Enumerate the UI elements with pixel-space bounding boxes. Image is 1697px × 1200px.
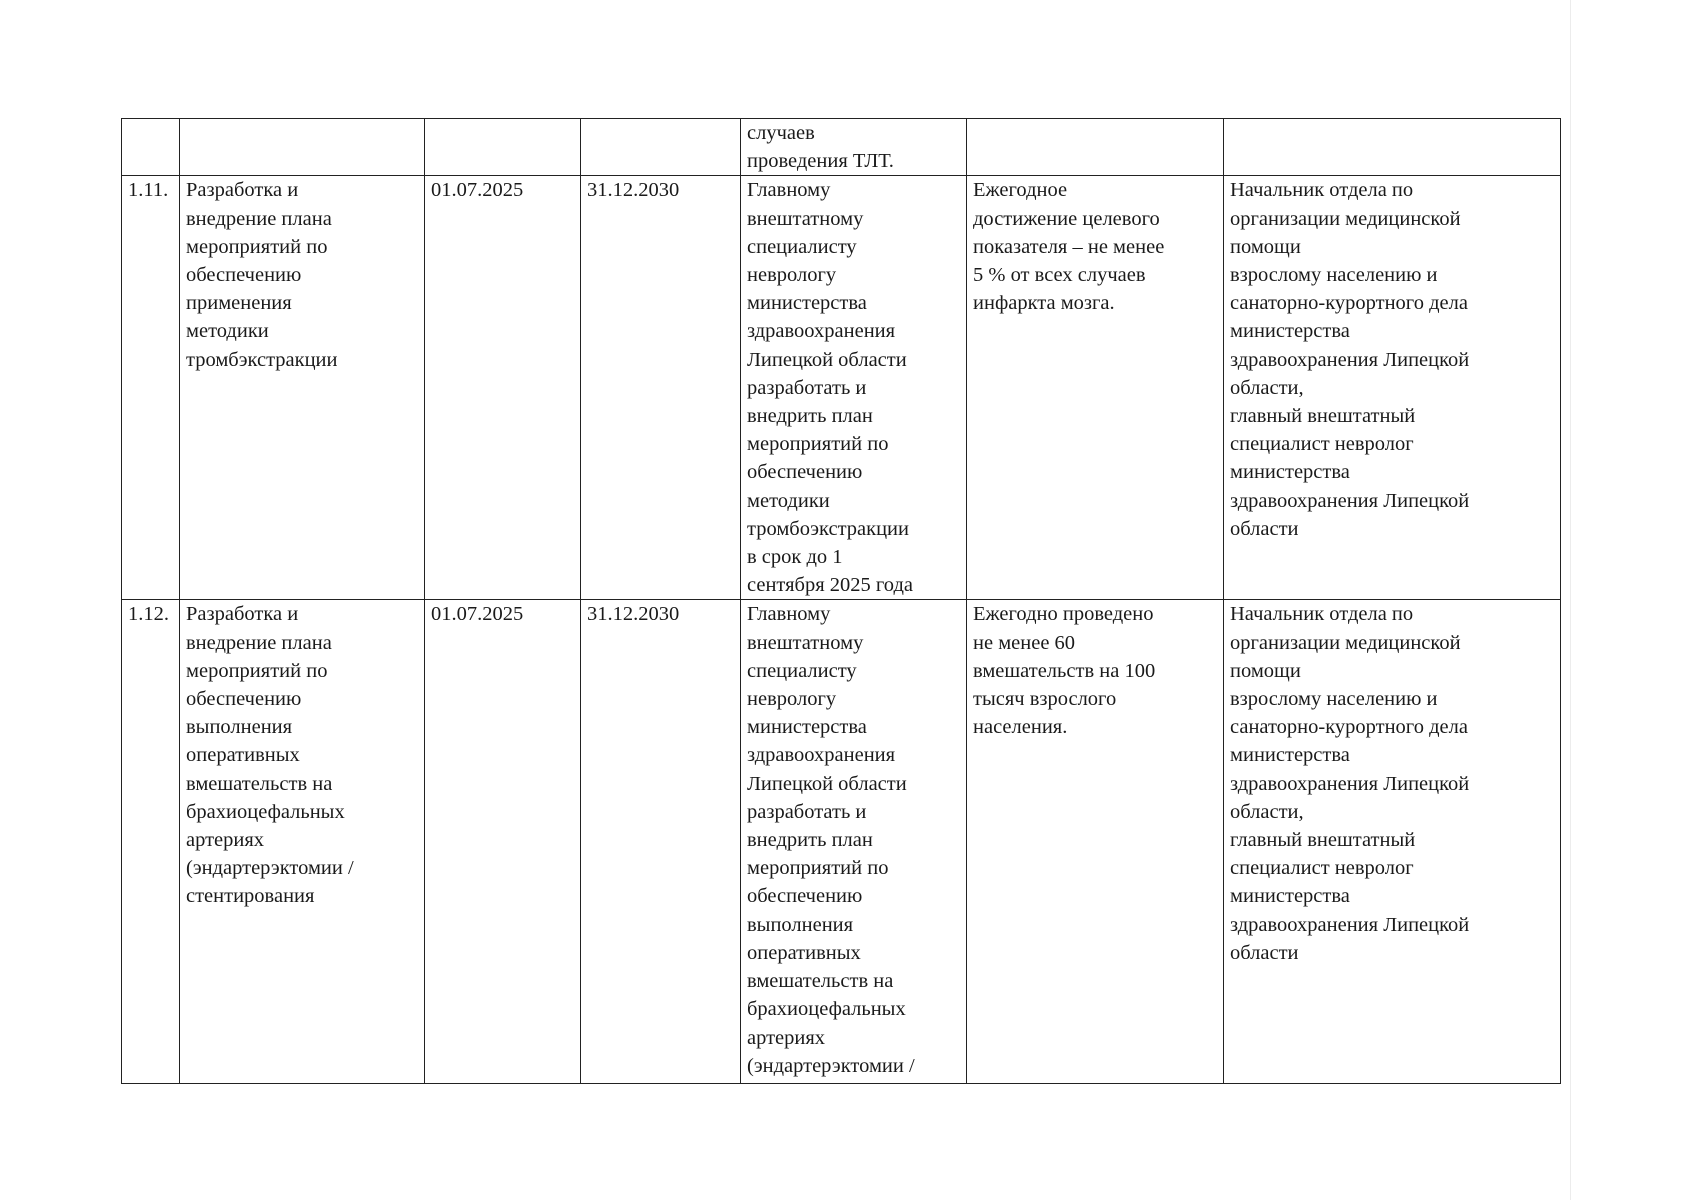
table-row-continued <box>122 119 1561 176</box>
cell-measure: Разработка и внедрение плана мероприятий по обеспечению выполнения оперативных вмешательств на брахиоцефальных артериях (эндартерэктомии / стентирования <box>180 600 425 1084</box>
cell-action: Главному внештатному специалисту неврологу министерства здравоохранения Липецкой области разработать и внедрить план мероприятий по обеспечению выполнения оперативных вмешательств на брахиоцефальных артериях (эндартерэктомии / <box>741 600 967 1084</box>
cell-start-date: 01.07.2025 <box>425 600 581 1084</box>
cell-action: Главному внештатному специалисту неврологу министерства здравоохранения Липецкой области разработать и внедрить план мероприятий по обеспечению методики тромбоэкстракции в срок до 1 сентября 2025 года <box>741 176 967 600</box>
cell-number: 1.11. <box>122 176 180 600</box>
cell-end-date <box>581 119 741 176</box>
cell-start-date <box>425 119 581 176</box>
cell-number <box>122 119 180 176</box>
cell-responsible: Начальник отдела по организации медицинской помощи взрослому населению и санаторно-курортного дела министерства здравоохранения Липецкой области, главный внештатный специалист невролог министерства здравоохранения Липецкой области <box>1224 600 1561 1084</box>
cell-start-date: 01.07.2025 <box>425 176 581 600</box>
page-edge-line <box>1570 0 1571 1200</box>
cell-action: случаев проведения ТЛТ. <box>741 119 967 176</box>
cell-indicator <box>967 119 1224 176</box>
measures-table <box>121 118 1561 1084</box>
cell-indicator: Ежегодное достижение целевого показателя – не менее 5 % от всех случаев инфаркта мозга. <box>967 176 1224 600</box>
cell-responsible: Начальник отдела по организации медицинской помощи взрослому населению и санаторно-курортного дела министерства здравоохранения Липецкой области, главный внештатный специалист невролог министерства здравоохранения Липецкой области <box>1224 176 1561 600</box>
cell-measure <box>180 119 425 176</box>
table-row <box>122 600 1561 1084</box>
table-row <box>122 176 1561 600</box>
cell-responsible <box>1224 119 1561 176</box>
cell-measure: Разработка и внедрение плана мероприятий по обеспечению применения методики тромбэкстракции <box>180 176 425 600</box>
cell-number: 1.12. <box>122 600 180 1084</box>
cell-end-date: 31.12.2030 <box>581 176 741 600</box>
cell-indicator: Ежегодно проведено не менее 60 вмешательств на 100 тысяч взрослого населения. <box>967 600 1224 1084</box>
cell-end-date: 31.12.2030 <box>581 600 741 1084</box>
